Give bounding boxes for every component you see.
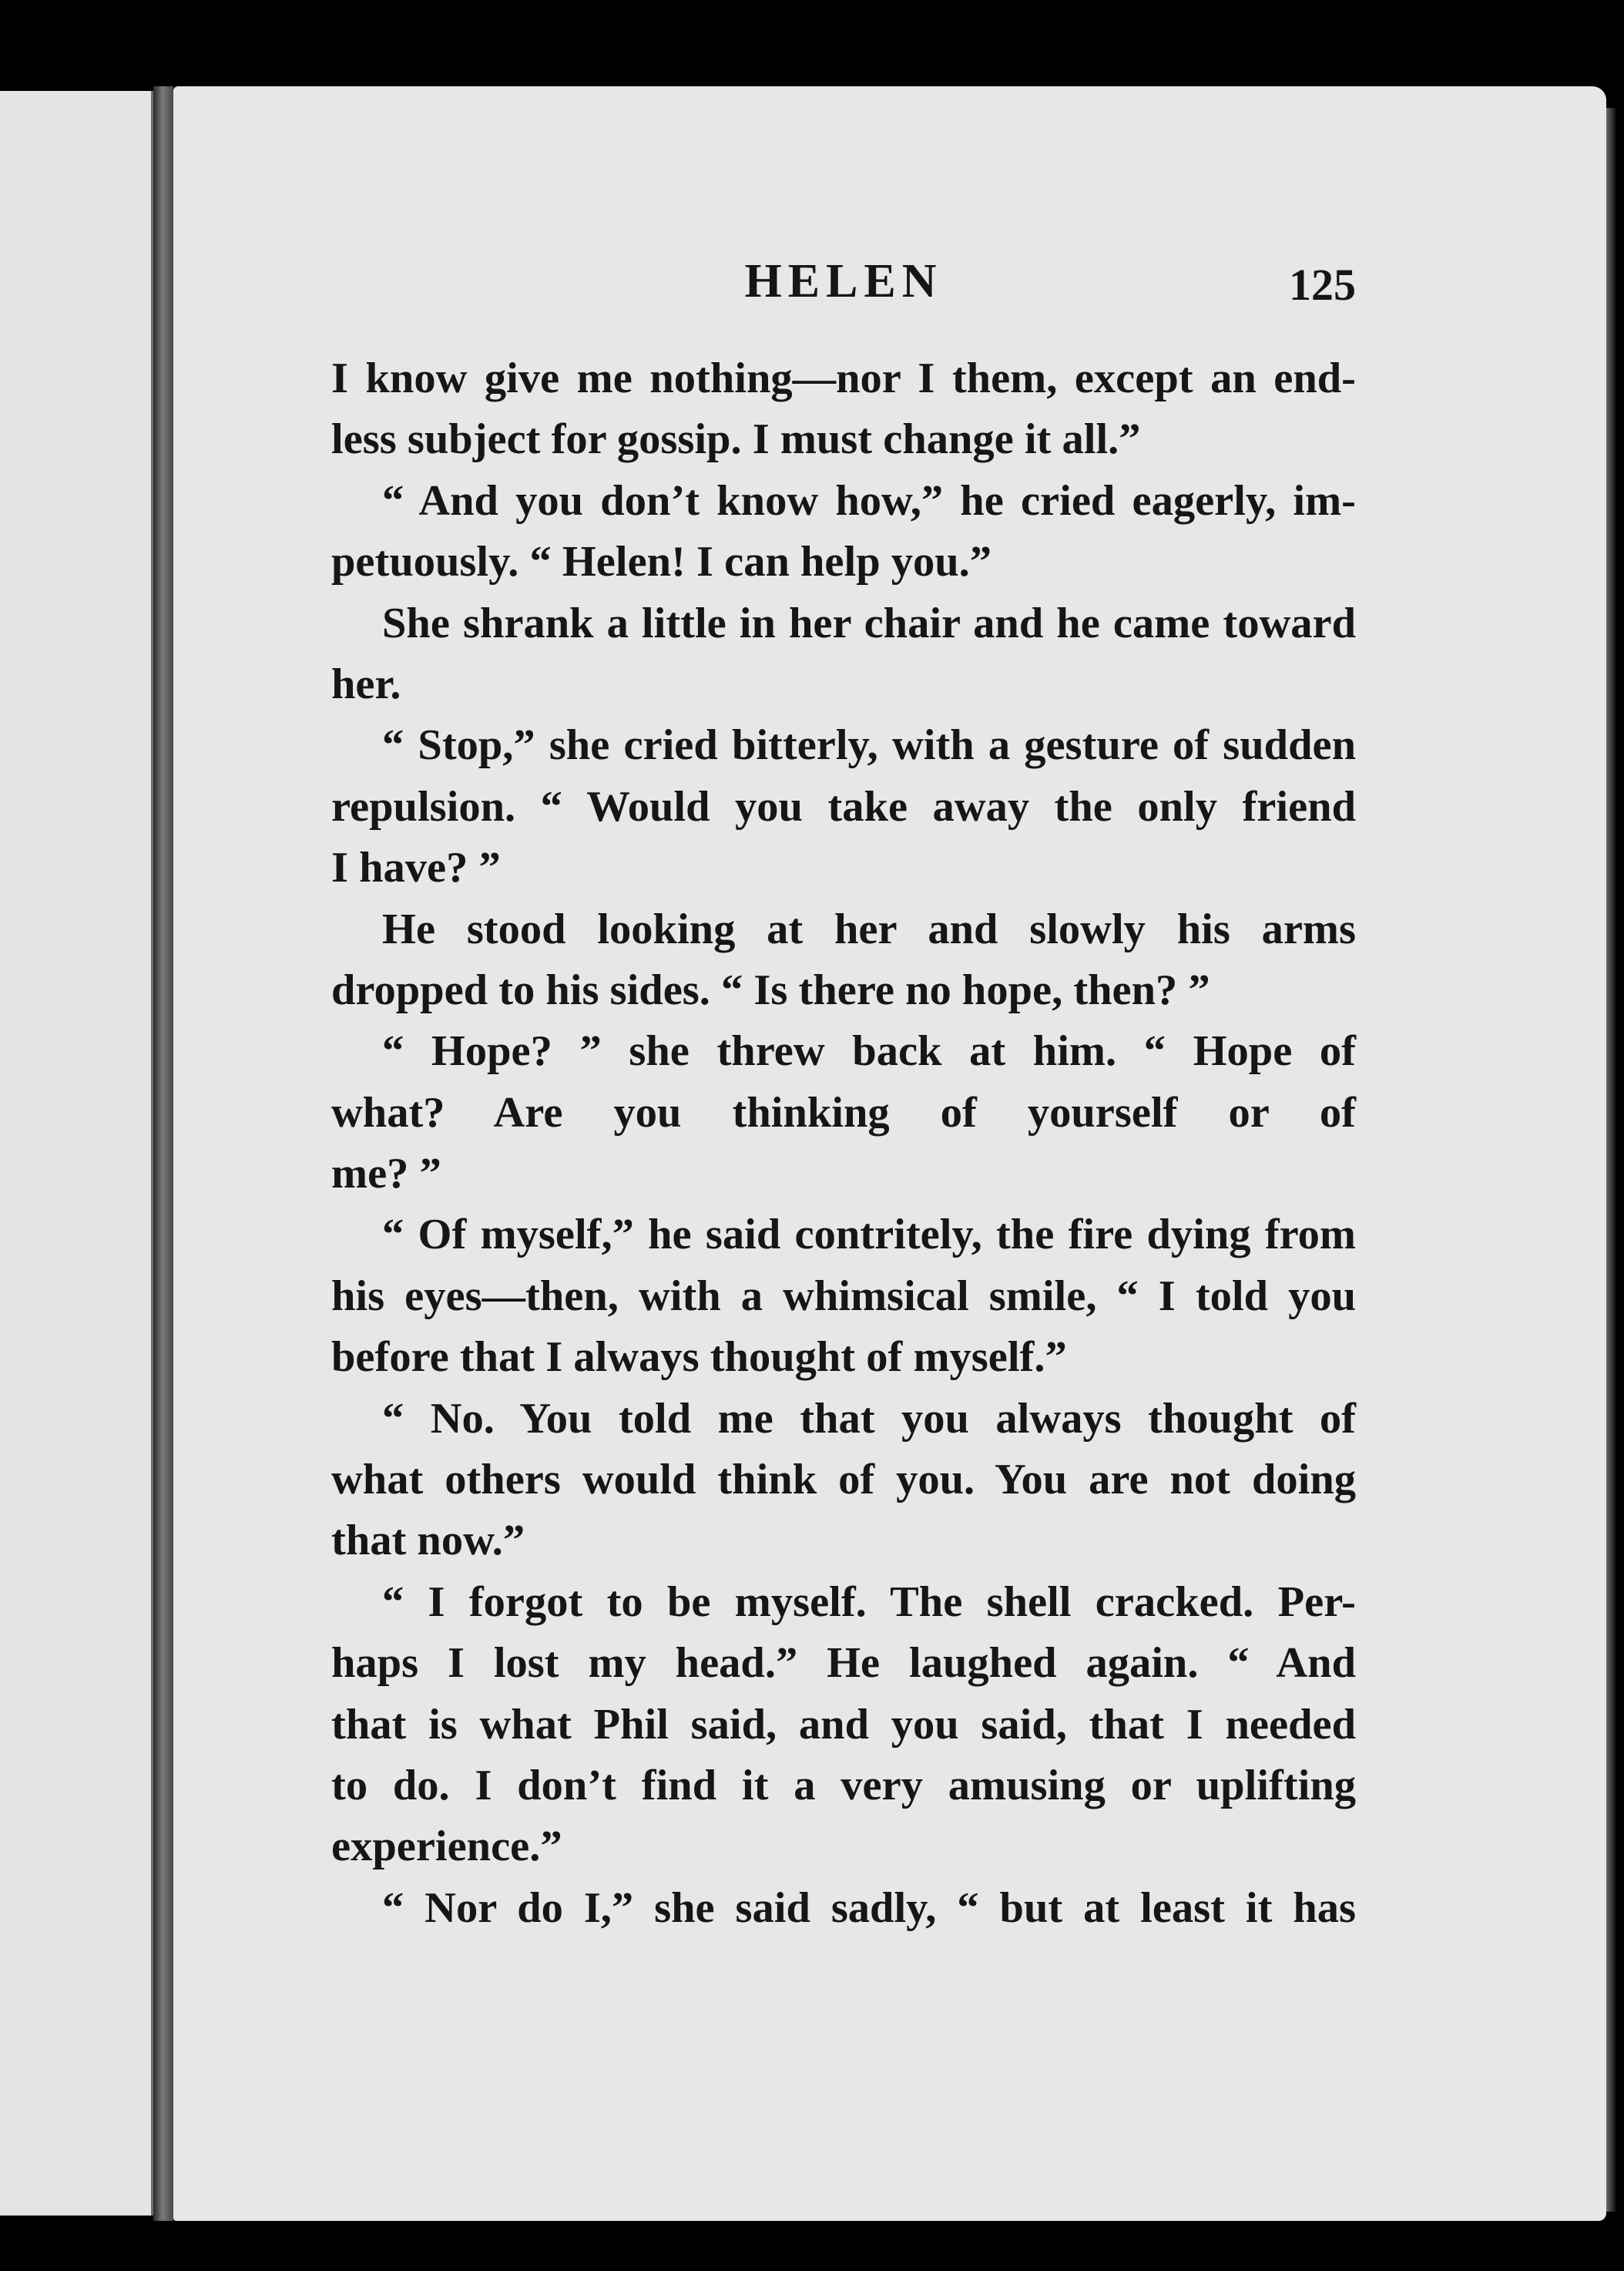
page-header — [331, 254, 1356, 324]
text-line: petuously. “ Helen! I can help you.” — [331, 538, 992, 586]
text-line: before that I always thought of myself.” — [331, 1333, 1067, 1382]
book-gutter — [153, 86, 173, 2221]
text-line: I have? ” — [331, 844, 501, 892]
text-line: less subject for gossip. I must change it all.” — [331, 415, 1141, 464]
body-text — [331, 348, 1356, 1939]
text-line: “ Nor do I,” she said sadly, “ but at least it has — [382, 1883, 1356, 1932]
text-line: that now.” — [331, 1517, 525, 1565]
text-line: He stood looking at her and slowly his arms — [382, 905, 1356, 953]
text-line: She shrank a little in her chair and he came toward — [382, 599, 1356, 647]
left-page-edge — [0, 91, 153, 2216]
text-line: me? ” — [331, 1150, 441, 1198]
text-line: what others would think of you. You are not doing — [331, 1456, 1356, 1504]
text-line: “ No. You told me that you always thought of — [382, 1394, 1356, 1443]
text-line: “ Stop,” she cried bitterly, with a gesture of sudden — [382, 721, 1356, 770]
text-line: what? Are you thinking of yourself or of — [331, 1088, 1356, 1137]
text-line: his eyes—then, with a whimsical smile, “ I told you — [331, 1272, 1356, 1320]
text-line: “ I forgot to be myself. The shell cracked. Per- — [382, 1577, 1356, 1626]
running-title: HELEN — [744, 255, 943, 307]
text-line: that is what Phil said, and you said, that I needed — [331, 1700, 1356, 1749]
text-line: “ And you don’t know how,” he cried eagerly, im- — [382, 476, 1356, 525]
text-line: “ Hope? ” she threw back at him. “ Hope of — [382, 1027, 1356, 1076]
page-edge-shadow — [1606, 108, 1616, 2212]
text-line: haps I lost my head.” He laughed again. “ And — [331, 1639, 1356, 1688]
text-line: I know give me nothing—nor I them, except an end- — [331, 354, 1356, 402]
text-line: her. — [331, 660, 401, 708]
text-line: to do. I don’t find it a very amusing or uplifting — [331, 1761, 1356, 1809]
text-line: repulsion. “ Would you take away the only friend — [331, 782, 1356, 831]
text-line: experience.” — [331, 1823, 562, 1871]
text-line: “ Of myself,” he said contritely, the fire dying from — [382, 1211, 1356, 1259]
page-number: 125 — [1289, 260, 1356, 310]
text-line: dropped to his sides. “ Is there no hope, then? ” — [331, 966, 1210, 1014]
